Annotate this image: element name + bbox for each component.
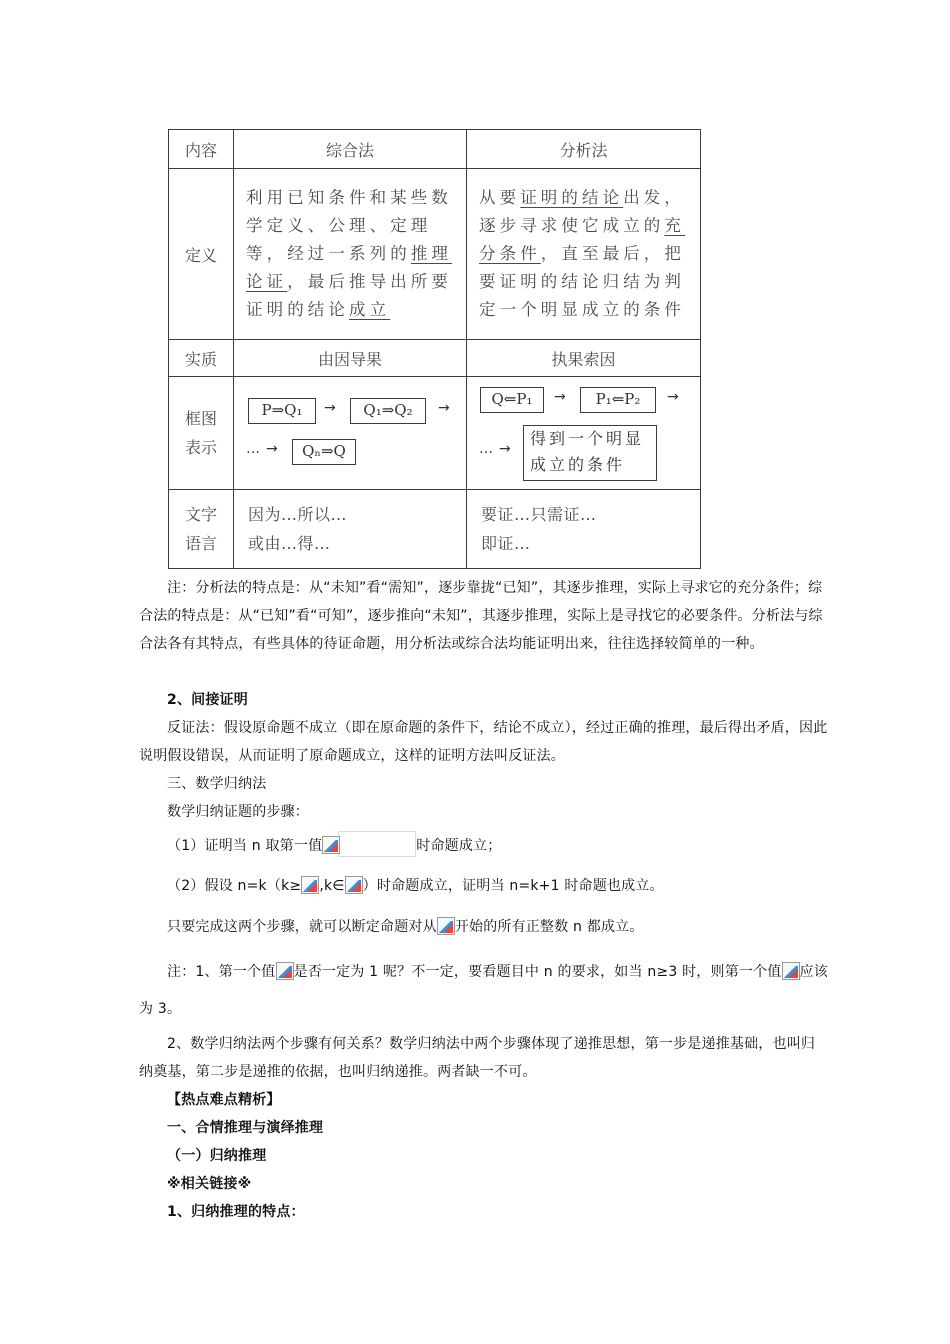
heading-indirect-proof: 2、间接证明 bbox=[167, 692, 248, 708]
conclusion-paragraph: 只要完成这两个步骤，就可以断定命题对从 开始的所有正整数 n 都成立。 bbox=[167, 919, 644, 935]
analysis-box-3: 得到一个明显 成立的条件 bbox=[523, 425, 657, 481]
formula-image-icon bbox=[301, 876, 319, 894]
arrow-icon: → bbox=[438, 400, 450, 416]
arrow-icon: → bbox=[324, 400, 336, 416]
table-row-language bbox=[169, 490, 701, 569]
ellipsis: … bbox=[479, 441, 494, 457]
heading-features: 1、归纳推理的特点： bbox=[167, 1204, 305, 1220]
formula-image-icon bbox=[276, 962, 294, 980]
synthesis-definition: 利用已知条件和某些数学定义、公理、定理等，经过一系列的推理论证，最后推导出所要证明的结论成立 bbox=[234, 169, 467, 340]
table-header-row bbox=[169, 130, 701, 169]
heading-hot-topics: 【热点难点精析】 bbox=[167, 1092, 281, 1108]
contradiction-paragraph: 反证法：假设原命题不成立（即在原命题的条件下，结论不成立），经过正确的推理，最后得出矛盾，因此说明假设错误，从而证明了原命题成立，这样的证明方法叫反证法。 bbox=[139, 720, 828, 764]
analysis-diagram bbox=[467, 377, 701, 490]
formula-image-icon bbox=[322, 836, 340, 854]
note-first-value: 注：1、第一个值 是否一定为 1 呢？不一定，要看题目中 n 的要求，如当 n≥3 时，则第一个值 应该为 3。 bbox=[139, 964, 828, 1017]
heading-reasoning: 一、合情推理与演绎推理 bbox=[167, 1120, 324, 1136]
synthesis-language: 因为…所以… 或由…得… bbox=[234, 490, 467, 569]
formula-image-icon bbox=[345, 876, 363, 894]
synthesis-box-2: Q₁⇒Q₂ bbox=[350, 398, 426, 424]
arrow-icon: → bbox=[667, 389, 679, 405]
heading-links: ※相关链接※ bbox=[167, 1176, 252, 1192]
synthesis-essence: 由因导果 bbox=[234, 340, 467, 377]
arrow-icon: → bbox=[554, 389, 566, 405]
essence-label: 实质 bbox=[169, 340, 234, 377]
table-row-diagram bbox=[169, 377, 701, 490]
formula-image-icon bbox=[782, 962, 800, 980]
ellipsis: … bbox=[246, 441, 261, 457]
note-two-steps: 2、数学归纳法两个步骤有何关系？数学归纳法中两个步骤体现了递推思想，第一步是递推基础，也叫归纳奠基，第二步是递推的依据，也叫归纳递推。两者缺一不可。 bbox=[139, 1036, 816, 1080]
header-analysis: 分析法 bbox=[467, 130, 701, 169]
header-synthesis: 综合法 bbox=[234, 130, 467, 169]
synthesis-box-3: Qₙ⇒Q bbox=[292, 439, 356, 465]
synthesis-diagram bbox=[234, 377, 467, 490]
steps-title: 数学归纳证题的步骤： bbox=[167, 804, 309, 820]
analysis-language: 要证…只需证… 即证… bbox=[467, 490, 701, 569]
diagram-label: 框图 表示 bbox=[169, 377, 234, 490]
step-1: （1）证明当 n 取第一值 时命题成立； bbox=[139, 831, 829, 860]
heading-math-induction: 三、数学归纳法 bbox=[167, 776, 267, 792]
definition-label: 定义 bbox=[169, 169, 234, 340]
table-row-essence bbox=[169, 340, 701, 377]
formula-image-icon bbox=[437, 917, 455, 935]
language-label: 文字 语言 bbox=[169, 490, 234, 569]
note-analysis-synthesis: 注：分析法的特点是：从“未知”看“需知”，逐步靠拢“已知”，其逐步推理，实际上寻求它的充分条件；综合法的特点是：从“已知”看“可知”，逐步推向“未知”，其逐步推理，实际上是寻找它的必要条件。分析法与综合法各有其特点，有些具体的待证命题，用分析法或综合法均能证明出来，往往选择较简单的一种。 bbox=[139, 580, 823, 652]
analysis-box-2: P₁⇐P₂ bbox=[580, 387, 656, 413]
table-row-definition bbox=[169, 169, 701, 340]
image-frame bbox=[338, 831, 416, 857]
analysis-essence: 执果索因 bbox=[467, 340, 701, 377]
step-2: （2）假设 n=k（k≥ ,k∈ ）时命题成立，证明当 n=k+1 时命题也成立。 bbox=[167, 878, 664, 894]
analysis-box-1: Q⇐P₁ bbox=[480, 387, 544, 413]
synthesis-box-1: P⇒Q₁ bbox=[248, 398, 316, 424]
arrow-icon: → bbox=[499, 441, 511, 457]
comparison-table bbox=[168, 129, 701, 569]
arrow-icon: → bbox=[266, 441, 278, 457]
header-content: 内容 bbox=[169, 130, 234, 169]
analysis-definition: 从要证明的结论出发，逐步寻求使它成立的充分条件，直至最后，把要证明的结论归结为判定一个明显成立的条件 bbox=[467, 169, 701, 340]
heading-inductive: （一）归纳推理 bbox=[167, 1148, 267, 1164]
